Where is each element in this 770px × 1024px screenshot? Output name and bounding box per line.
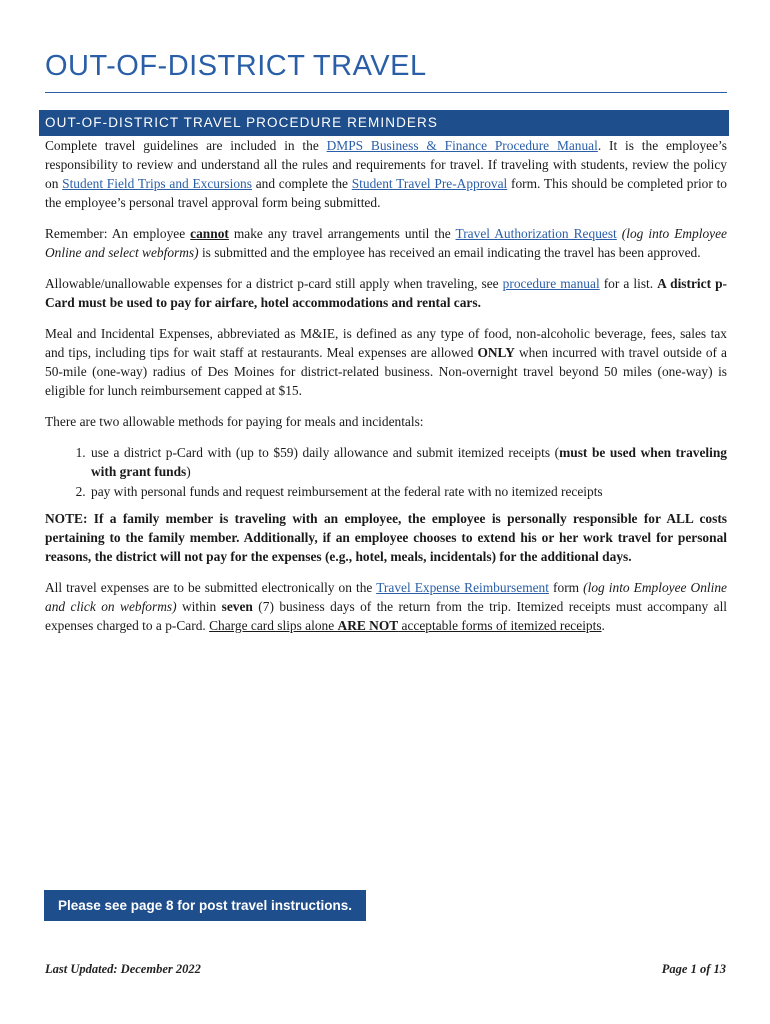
text: for a list. [599, 276, 658, 291]
text: ) [186, 464, 191, 479]
text: . It is the employee’s responsibility to review and understand all the rules and requirements for travel. If traveling with students, review the policy on [45, 138, 727, 191]
paragraph-submission [45, 578, 727, 635]
text: . [601, 618, 605, 633]
link-travel-authorization-request[interactable]: Travel Authorization Request [455, 226, 617, 241]
paragraph-methods: There are two allowable methods for paying for meals and incidentals: [45, 414, 424, 429]
section-heading: OUT-OF-DISTRICT TRAVEL PROCEDURE REMINDERS [39, 110, 729, 136]
link-procedure-manual[interactable]: DMPS Business & Finance Procedure Manual [326, 138, 598, 153]
text: Complete travel guidelines are included in the [45, 138, 327, 153]
post-travel-instructions-button[interactable]: Please see page 8 for post travel instructions. [44, 890, 366, 921]
italic-note: (log into Employee Online and click on webforms) [45, 580, 727, 614]
document-body [45, 136, 727, 647]
page-title: OUT-OF-DISTRICT TRAVEL [45, 50, 427, 82]
footer-last-updated: Last Updated: December 2022 [45, 962, 201, 976]
text: is submitted and the employee has received an email indicating the travel has been approved. [198, 245, 701, 260]
paragraph-guidelines [45, 136, 727, 212]
underlined-text: Charge card slips alone [209, 618, 338, 633]
link-student-field-trips[interactable]: Student Field Trips and Excursions [62, 176, 252, 191]
footer-page-number: Page 1 of 13 [661, 962, 726, 976]
text: and complete the [251, 176, 352, 191]
emphasis-pcard: A district p-Card must be used to pay for airfare, hotel accommodations and rental cars. [45, 276, 727, 310]
payment-methods-list [45, 443, 727, 501]
list-item [89, 443, 727, 481]
text: All travel expenses are to be submitted electronically on the [45, 580, 377, 595]
text: within [176, 599, 222, 614]
text: Meal and Incidental Expenses, abbreviated as M&IE, is defined as any type of food, non-alcoholic beverage, fees, sales tax and tips, including tips for wait staff at restaurants. Meal expenses are allowed [45, 326, 727, 360]
italic-note: (log into Employee Online and select webforms) [45, 226, 727, 260]
text: Remember: An employee [45, 226, 191, 241]
list-item: 2. pay with personal funds and request reimbursement at the federal rate with no itemized receipts [89, 482, 727, 501]
link-travel-expense-reimbursement[interactable]: Travel Expense Reimbursement [376, 580, 549, 595]
note-paragraph: NOTE: If a family member is traveling with an employee, the employee is personally responsible for ALL costs pertaining to the family member. Additionally, if an employee chooses to extend his or her work travel for personal reasons, the district will not pay for the expenses (e.g., hotel, meals, incidentals) for the additional days. [45, 511, 727, 564]
paragraph-remember [45, 224, 727, 262]
underlined-text: acceptable forms of itemized receipts [398, 618, 602, 633]
emphasis-seven: seven [221, 599, 253, 614]
text: Allowable/unallowable expenses for a district p-card still apply when traveling, see [45, 276, 503, 291]
text: make any travel arrangements until the [228, 226, 456, 241]
text: when incurred with travel outside of a 50-mile (one-way) radius of Des Moines for district-related business. Non-overnight travel beyond 50 miles (one-way) is eligible for lunch reimbursement capped at $15. [45, 345, 727, 398]
emphasis-are-not: ARE NOT [337, 618, 399, 633]
link-procedure-manual-list[interactable]: procedure manual [502, 276, 600, 291]
paragraph-allowable-expenses [45, 274, 727, 312]
text: form. This should be completed prior to the employee’s personal travel approval form being submitted. [45, 176, 727, 210]
title-divider [45, 92, 727, 93]
text: form [548, 580, 584, 595]
text: (7) business days of the return from the trip. Itemized receipts must accompany all expenses charged to a p-Card. [45, 599, 728, 633]
text: use a district p-Card with (up to $59) daily allowance and submit itemized receipts ( [91, 445, 560, 460]
emphasis-cannot: cannot [190, 226, 229, 241]
emphasis-grant-funds: must be used when traveling with grant funds [91, 445, 727, 479]
paragraph-mie [45, 324, 727, 400]
emphasis-only: ONLY [477, 345, 515, 360]
link-student-travel-pre-approval[interactable]: Student Travel Pre-Approval [351, 176, 508, 191]
